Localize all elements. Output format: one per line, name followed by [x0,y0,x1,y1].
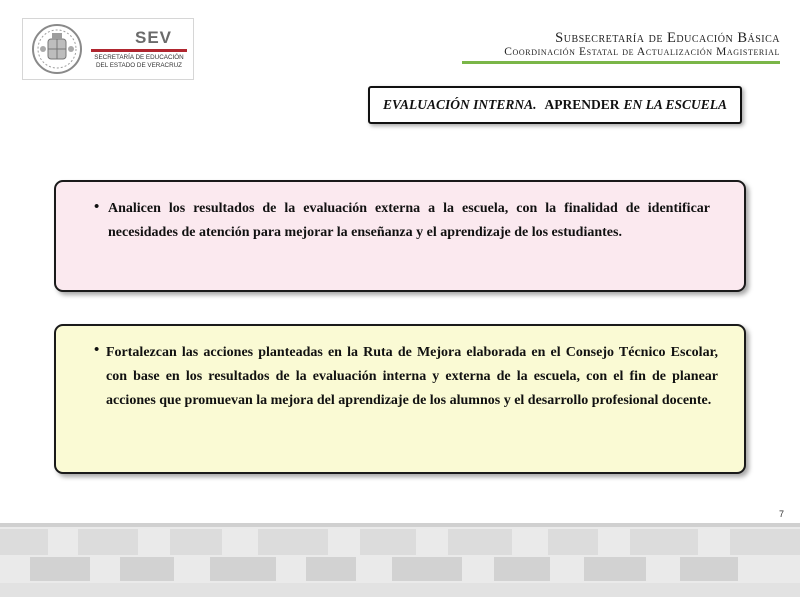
content-card-2 [54,324,746,474]
slide-title-box [368,86,742,124]
bullet-marker: • [94,342,100,358]
footer-pattern-band [0,523,800,597]
header-coordinacion: Coordinación Estatal de Actualización Magisterial [504,46,780,58]
content-card-1 [54,180,746,292]
bullet-marker: • [94,199,100,215]
veracruz-seal-icon [31,23,83,75]
sev-logo-subtitle: SECRETARÍA DE EDUCACIÓN DEL ESTADO DE VERACRUZ [94,54,184,69]
sev-logo-rule [91,49,187,52]
content-card-2-text: Fortalezcan las acciones planteadas en la Ruta de Mejora elaborada en el Consejo Técnico Escolar, con base en los resultados de la evaluación interna y externa de la escuela, con el fin de planear acciones que promuevan la mejora del aprendizaje de los alumnos y el desarrollo profesional docente. [106,345,718,408]
slide-title-part1: EVALUACIÓN INTERNA. [382,97,537,112]
slide-title-part3: EN LA ESCUELA [623,97,728,112]
slide-title-part2: APRENDER [544,97,620,112]
header-subsecretaria: Subsecretaría de Educación Básica [555,30,780,46]
sev-logo-title: SEV [135,28,173,47]
header-accent-rule [462,61,780,64]
page-number: 7 [778,509,784,519]
sev-logo [22,18,194,80]
content-card-1-text: Analicen los resultados de la evaluación externa a la escuela, con la finalidad de identificar necesidades de atención para mejorar la enseñanza y el aprendizaje de los estudiantes. [108,201,710,240]
